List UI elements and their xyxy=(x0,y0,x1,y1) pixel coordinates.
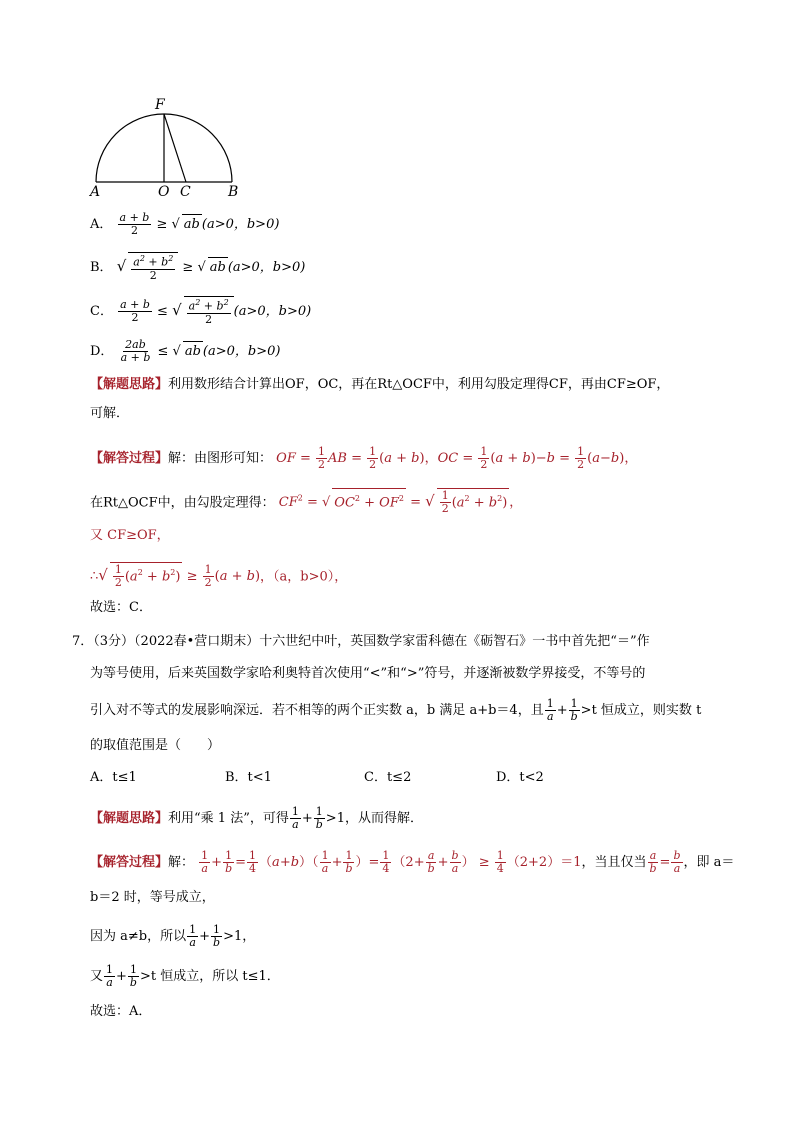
q7-option-a: A．t≤1 xyxy=(90,770,137,785)
process-line-3: 又 CF≥OF， xyxy=(90,528,170,543)
q7-line-3: 引入对不等式的发展影响深远．若不相等的两个正实数 a，b 满足 a+b＝4，且 $\frac{1}{a}$ + $\frac{1}{b}$ >t 恒成立，则实数 t xyxy=(90,697,702,723)
option-b: B． √ $\frac{a^2 + b^2}{2}$ ≥ √ ab (a>0，b>0) xyxy=(90,254,306,282)
q7-line-1: 7．（3分）（2022春•营口期末）十六世纪中叶，英国数学家雷科德在《砺智石》一书中首先把“＝”作 xyxy=(72,634,650,649)
q7-answer: 故选：A． xyxy=(90,1004,152,1019)
q7-also: 又 $\frac{1}{a}$ + $\frac{1}{b}$ >t 恒成立，所以 t≤1． xyxy=(90,963,280,989)
label-O: O xyxy=(158,184,170,200)
q7-line-4: 的取值范围是（ ） xyxy=(90,738,221,753)
q7-thinking: 【解题思路】利用“乘 1 法”，可得 $\frac{1}{a}$ + $\frac{1}{b}$ >1，从而得解． xyxy=(90,805,423,831)
thinking-line-2: 可解． xyxy=(90,406,130,421)
option-d: D． $\frac{2ab}{a + b}$ ≤ √ ab (a>0，b>0) xyxy=(90,338,281,364)
q7-because: 因为 a≠b，所以 $\frac{1}{a}$ + $\frac{1}{b}$ >1， xyxy=(90,923,256,949)
option-a: A． $\frac{a + b}{2}$ ≥ √ ab (a>0，b>0) xyxy=(90,211,280,237)
label-F: F xyxy=(155,97,165,113)
thinking-line-1: 【解题思路】利用数形结合计算出OF，OC，再在Rt△OCF中，利用勾股定理得CF，再由CF≥OF， xyxy=(90,377,670,392)
prev-answer: 故选：C． xyxy=(90,600,152,615)
q7-option-b: B．t<1 xyxy=(225,770,272,785)
q7-option-d: D．t<2 xyxy=(496,770,544,785)
label-B: B xyxy=(228,184,239,200)
label-C: C xyxy=(180,184,191,200)
q7-option-c: C．t≤2 xyxy=(364,770,412,785)
option-c: C． $\frac{a + b}{2}$ ≤ √ $\frac{a^2 + b^2}{2}$ (a>0，b>0) xyxy=(90,297,312,326)
label-A: A xyxy=(90,184,101,200)
q7-process: 【解答过程】解： $\frac{1}{a}$ + $\frac{1}{b}$ = $\frac{1}{4}$ （a+b）（ $\frac{1}{a}$ + $\frac{1}{b}$ ）= $\frac{1}{4}$ （2+ $\frac{a}{b}$ + $\frac{b}{a}$ ） ≥ $\frac{1}{4}$ （2+2）＝1，当且仅当 $\frac{a}{b}$ = $\frac{b}{a}$ ，即 a＝ xyxy=(90,849,735,875)
q7-line-b: b＝2 时，等号成立， xyxy=(90,890,215,905)
process-line-4: ∴√ $\frac{1}{2}$ $(a^2 + b^2)$ ≥ $\frac{1}{2}$ (a + b)，（a，b>0）， xyxy=(90,563,348,590)
process-line-2: 在Rt△OCF中，由勾股定理得： $CF^2$ = √ $OC^2 + OF^2$ = √ $\frac{1}{2}$ $(a^2 + b^2)$ ， xyxy=(90,489,523,516)
q7-line-2: 为等号使用，后来英国数学家哈利奥特首次使用“<”和“>”符号，并逐渐被数学界接受，不等号的 xyxy=(90,666,646,681)
process-line-1: 【解答过程】解：由图形可知： OF = $\frac{1}{2}$ AB = $\frac{1}{2}$ (a + b)，OC = $\frac{1}{2}$ (a + b)−b = $\frac{1}{2}$ (a−b)， xyxy=(90,445,638,471)
semicircle-figure xyxy=(88,92,248,200)
segment-CF xyxy=(164,114,186,182)
